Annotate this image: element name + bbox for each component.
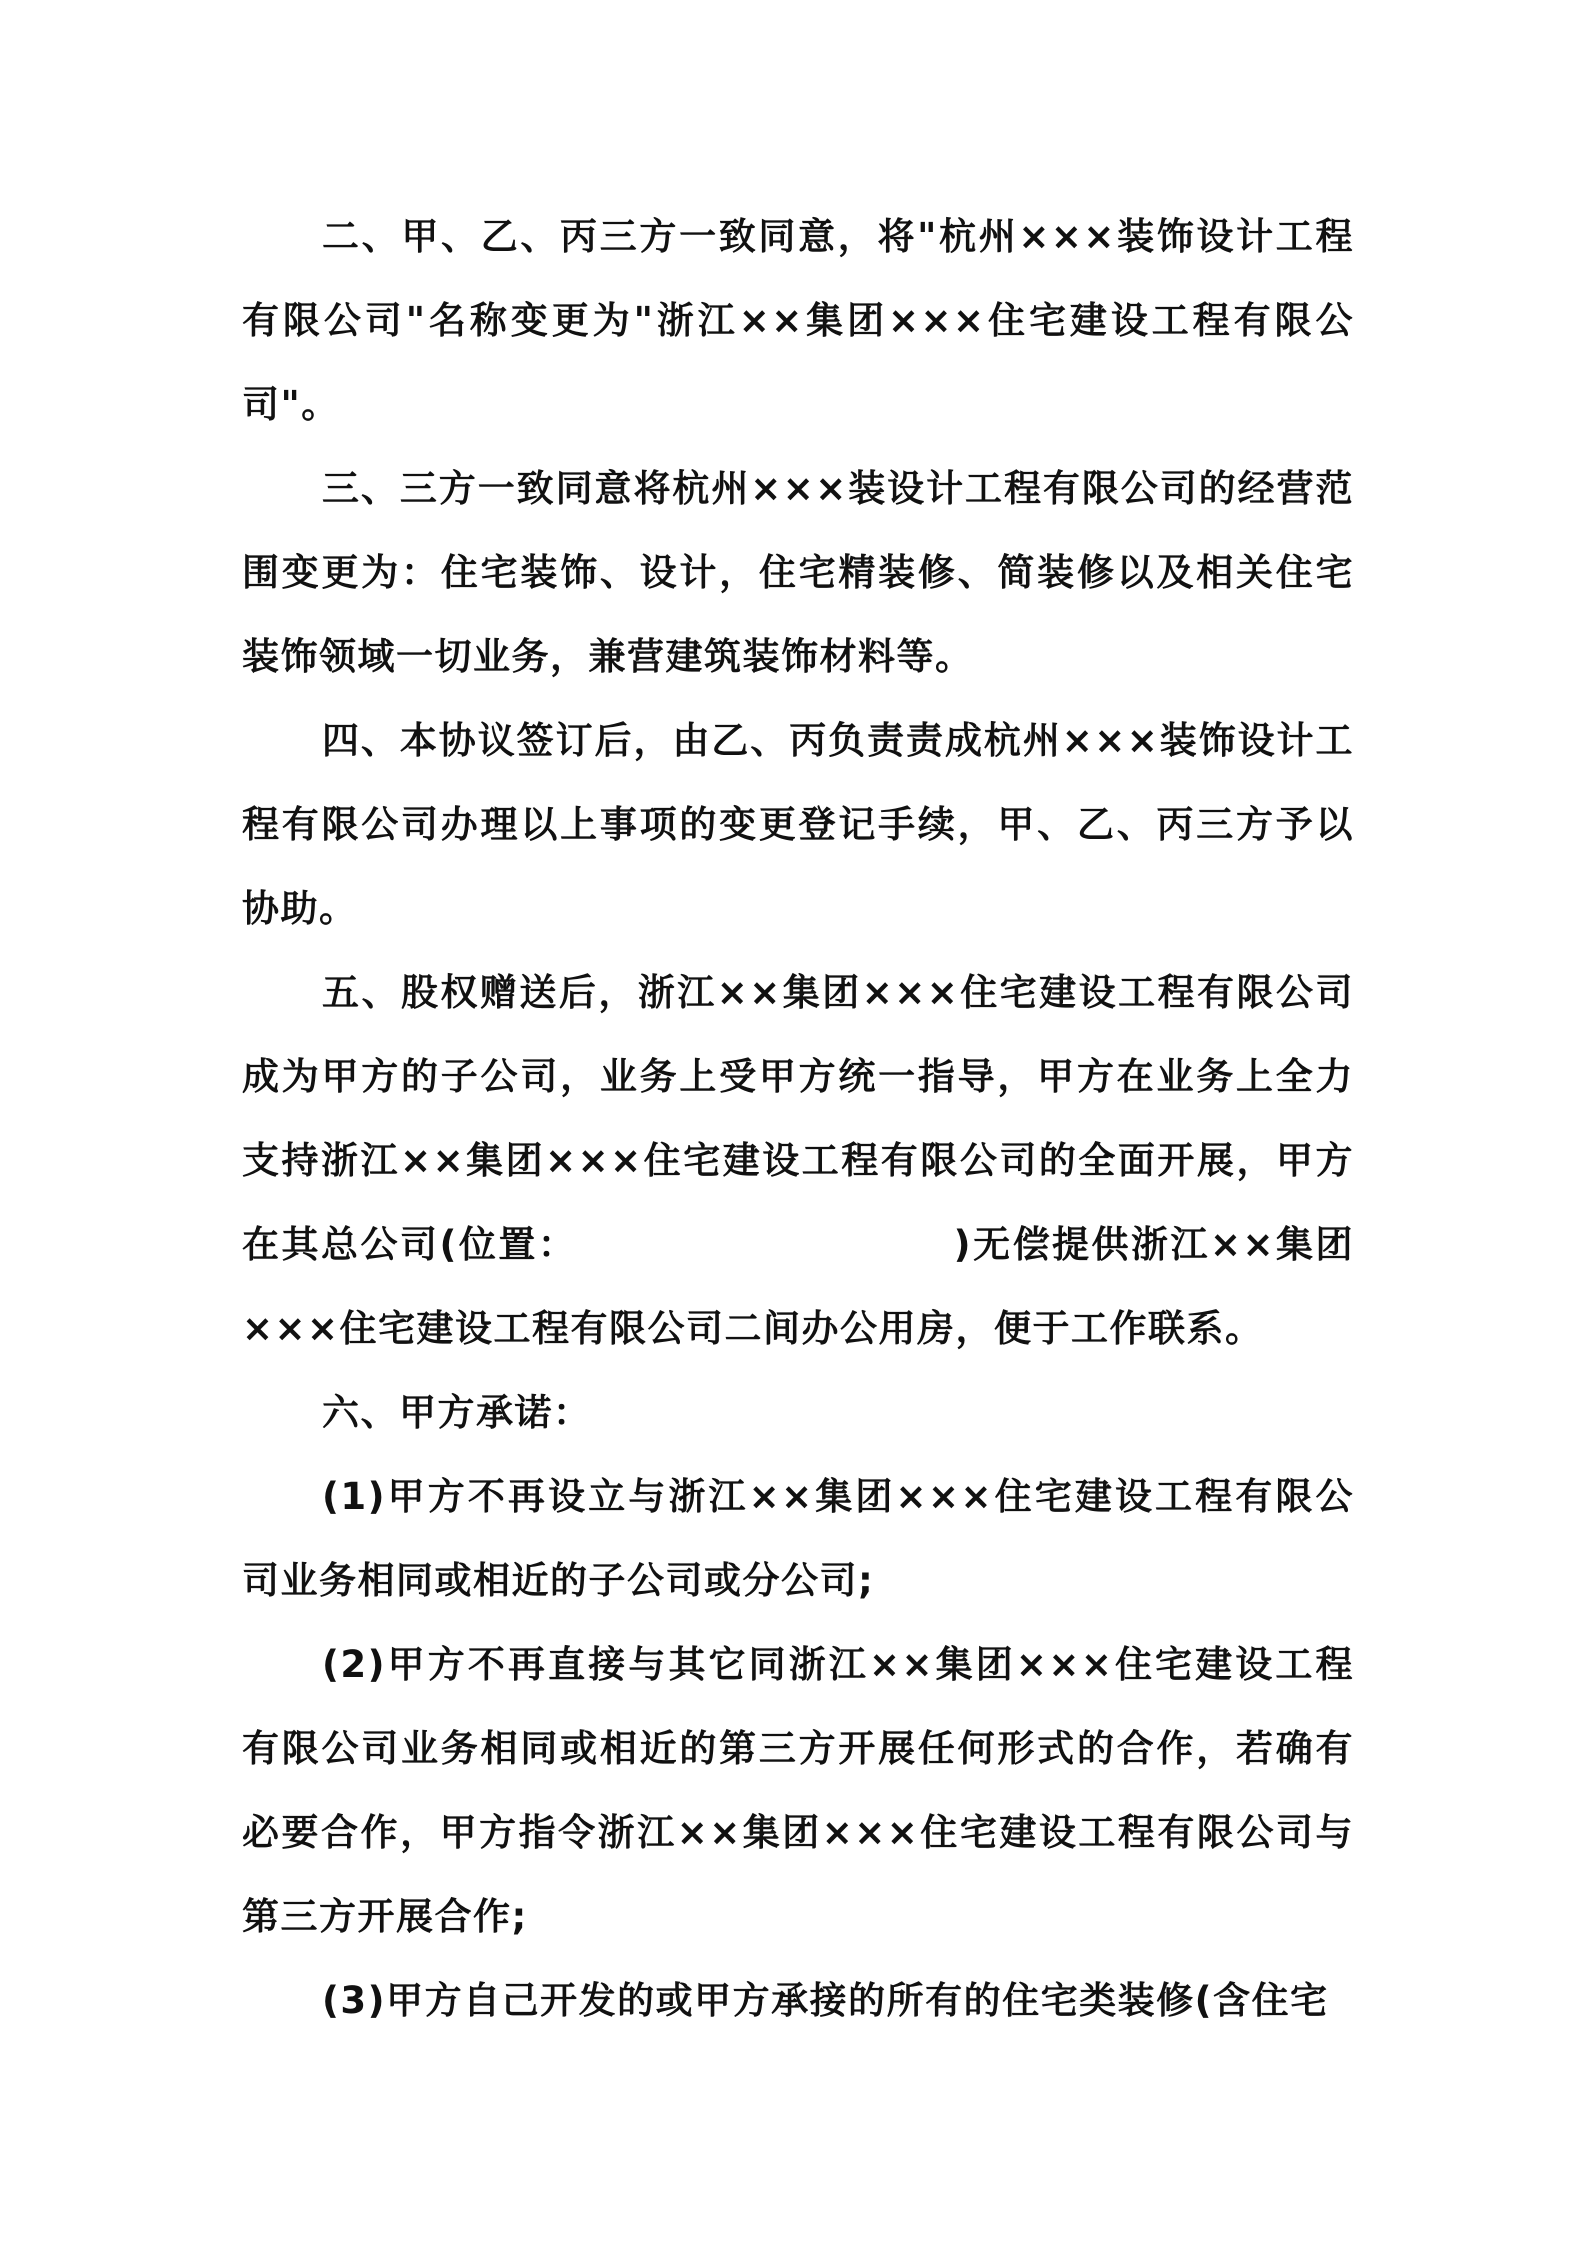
- clause-4-paragraph: 四、本协议签订后，由乙、丙负责责成杭州×××装饰设计工程有限公司办理以上事项的变更登记手续，甲、乙、丙三方予以协助。: [242, 719, 1354, 930]
- clause-6-item-2: (2)甲方不再直接与其它同浙江××集团×××住宅建设工程有限公司业务相同或相近的第三方开展任何形式的合作，若确有必要合作，甲方指令浙江××集团×××住宅建设工程有限公司与第三方开展合作;: [242, 1643, 1354, 1938]
- clause-3-paragraph: 三、三方一致同意将杭州×××装设计工程有限公司的经营范围变更为：住宅装饰、设计，住宅精装修、简装修以及相关住宅装饰领域一切业务，兼营建筑装饰材料等。: [242, 467, 1354, 678]
- clause-6-item-3: (3)甲方自己开发的或甲方承接的所有的住宅类装修(含住宅: [322, 1979, 1329, 2022]
- clause-6-heading: 六、甲方承诺：: [322, 1391, 592, 1434]
- document-body: [242, 195, 1354, 2043]
- clause-2-paragraph: 二、甲、乙、丙三方一致同意，将"杭州×××装饰设计工程有限公司"名称变更为"浙江××集团×××住宅建设工程有限公司"。: [242, 215, 1354, 426]
- clause-5-paragraph: 五、股权赠送后，浙江××集团×××住宅建设工程有限公司成为甲方的子公司，业务上受甲方统一指导，甲方在业务上全力支持浙江××集团×××住宅建设工程有限公司的全面开展，甲方在其总公司(位置： )无偿提供浙江××集团×××住宅建设工程有限公司二间办公用房，便于工作联系。: [242, 971, 1354, 1350]
- clause-6-item-1: (1)甲方不再设立与浙江××集团×××住宅建设工程有限公司业务相同或相近的子公司或分公司;: [242, 1475, 1354, 1602]
